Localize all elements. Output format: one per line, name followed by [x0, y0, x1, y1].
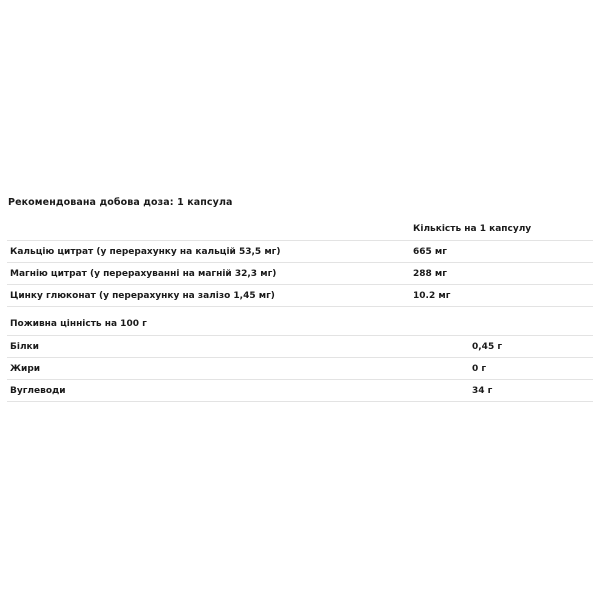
ingredient-name: Кальцію цитрат (у перерахунку на кальцій 53,5 мг)	[10, 246, 281, 257]
nutrient-name: Білки	[10, 341, 39, 352]
nutrition-header-name: Поживна цінність на 100 г	[10, 318, 147, 329]
ingredient-amount: 10.2 мг	[413, 290, 451, 301]
nutrition-table	[7, 312, 593, 402]
nutrient-amount: 34 г	[472, 385, 493, 396]
nutrient-name: Вуглеводи	[10, 385, 66, 396]
ingredient-amount: 288 мг	[413, 268, 447, 279]
ingredient-amount: 665 мг	[413, 246, 447, 257]
composition-header-amount: Кількість на 1 капсулу	[413, 224, 532, 234]
table-row	[7, 241, 593, 263]
table-row	[7, 358, 593, 380]
composition-header-row	[7, 218, 593, 241]
table-row	[7, 263, 593, 285]
table-row	[7, 380, 593, 402]
table-row	[7, 336, 593, 358]
composition-table	[7, 218, 593, 307]
nutrient-amount: 0,45 г	[472, 341, 503, 352]
nutrient-name: Жири	[10, 363, 41, 374]
table-row	[7, 285, 593, 307]
nutrition-header-row	[7, 312, 593, 336]
ingredient-name: Цинку глюконат (у перерахунку на залізо 1,45 мг)	[10, 290, 275, 301]
ingredient-name: Магнію цитрат (у перерахуванні на магній 32,3 мг)	[10, 268, 277, 279]
nutrient-amount: 0 г	[472, 363, 487, 374]
daily-dose-title: Рекомендована добова доза: 1 капсула	[8, 197, 233, 208]
